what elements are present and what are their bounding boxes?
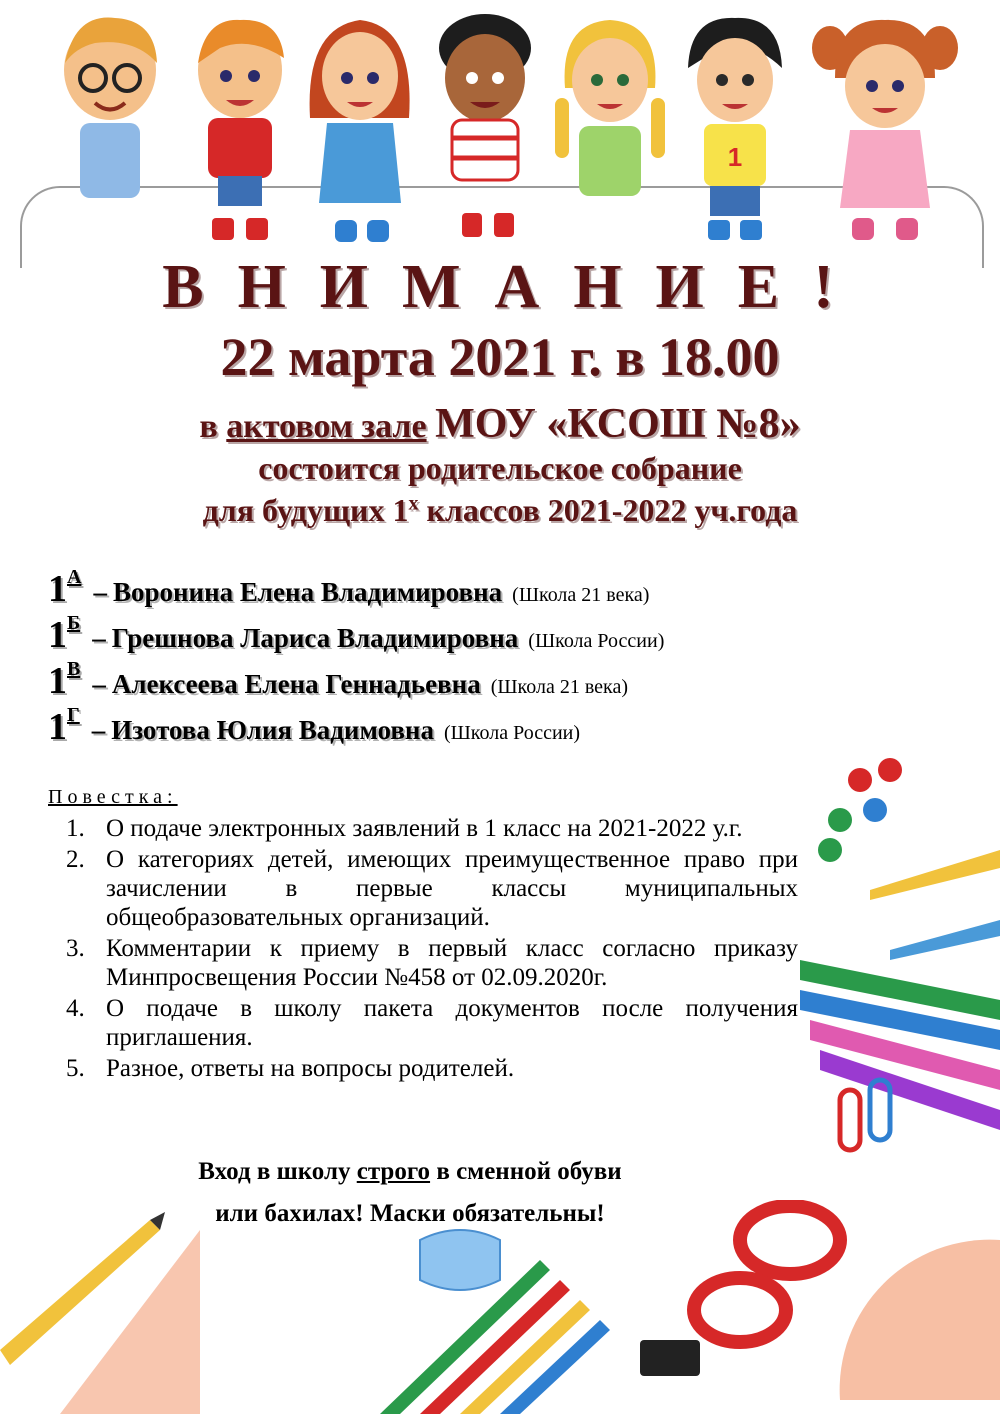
child-figure [190, 8, 290, 248]
child-figure [430, 8, 540, 248]
teacher-row [48, 612, 948, 658]
bottom-supplies-illustration [0, 1200, 1000, 1414]
svg-text:1: 1 [727, 142, 743, 172]
strictly-word: строго [356, 1158, 431, 1185]
teacher-program: (Школа России) [528, 630, 665, 652]
teacher-name: – Изотова Юлия Вадимовна [91, 715, 434, 745]
teacher-name: – Грешнова Лариса Владимировна [92, 623, 519, 653]
mask-notice: или бахилах! Маски обязательны! [215, 1200, 605, 1227]
class-number: $1^А$ [48, 566, 82, 610]
class-number: $1^Г$ [48, 704, 80, 748]
agenda-item: 1. О подаче электронных заявлений в 1 класс на 2021-2022 у.г. [66, 815, 743, 842]
audience-line [0, 492, 1000, 529]
agenda-item: 3. Комментарии к приему в первый класс согласно приказу Минпросвещения России №458 от 02.09.2020г. [66, 935, 798, 991]
scissors-icon [694, 1206, 840, 1342]
child-figure [810, 8, 960, 248]
teacher-name: – Воронина Елена Владимировна [93, 577, 503, 607]
teacher-program: (Школа 21 века) [512, 584, 650, 606]
location-place: актовом зале [226, 408, 427, 445]
meeting-description: состоится родительское собрание [258, 450, 742, 486]
agenda-item: 2. О категориях детей, имеющих преимущественное право при зачислении в первые классы муниципальных общеобразовательных организаций. [66, 846, 798, 931]
teacher-row [48, 566, 948, 612]
school-supplies-illustration [800, 750, 1000, 1170]
school-name: МОУ «КСОШ №8» [435, 401, 801, 447]
child-figure [305, 8, 415, 248]
ruler-icon [60, 1230, 200, 1414]
attention-heading: ВНИМАНИЕ! [162, 253, 868, 321]
children-illustration [0, 0, 1000, 260]
teacher-program: (Школа России) [443, 722, 581, 744]
teacher-row [48, 704, 948, 750]
teacher-row [48, 658, 948, 704]
meeting-date: 22 марта 2021 г. в 18.00 [220, 327, 780, 387]
entry-notice: Вход в школу строго в сменной обуви [198, 1158, 622, 1185]
sharpener-icon [640, 1340, 700, 1376]
class-number: $1^Б$ [48, 612, 81, 656]
child-figure [555, 8, 665, 238]
agenda-item: 5. Разное, ответы на вопросы родителей. [66, 1055, 515, 1082]
location-prefix: в [199, 408, 218, 445]
push-pins-icon [818, 758, 902, 862]
child-figure [680, 8, 790, 248]
agenda-item: 4. О подаче в школу пакета документов после получения приглашения. [66, 995, 798, 1051]
child-figure [55, 8, 165, 238]
teacher-name: – Алексеева Елена Геннадьевна [92, 669, 481, 699]
pencils-icon [800, 850, 1000, 1130]
class-number: $1^В$ [48, 658, 81, 702]
audience-prefix: для будущих 1 [202, 492, 409, 528]
agenda-title: Повестка: [48, 786, 178, 808]
protractor-icon [840, 1240, 1000, 1400]
meeting-location [0, 400, 1000, 448]
agenda-list [66, 814, 798, 1085]
face-mask-icon [420, 1230, 500, 1290]
teacher-program: (Школа 21 века) [490, 676, 628, 698]
teacher-list [48, 566, 948, 750]
audience-superscript: х [408, 492, 419, 515]
audience-suffix: классов 2021-2022 уч.года [426, 492, 798, 528]
